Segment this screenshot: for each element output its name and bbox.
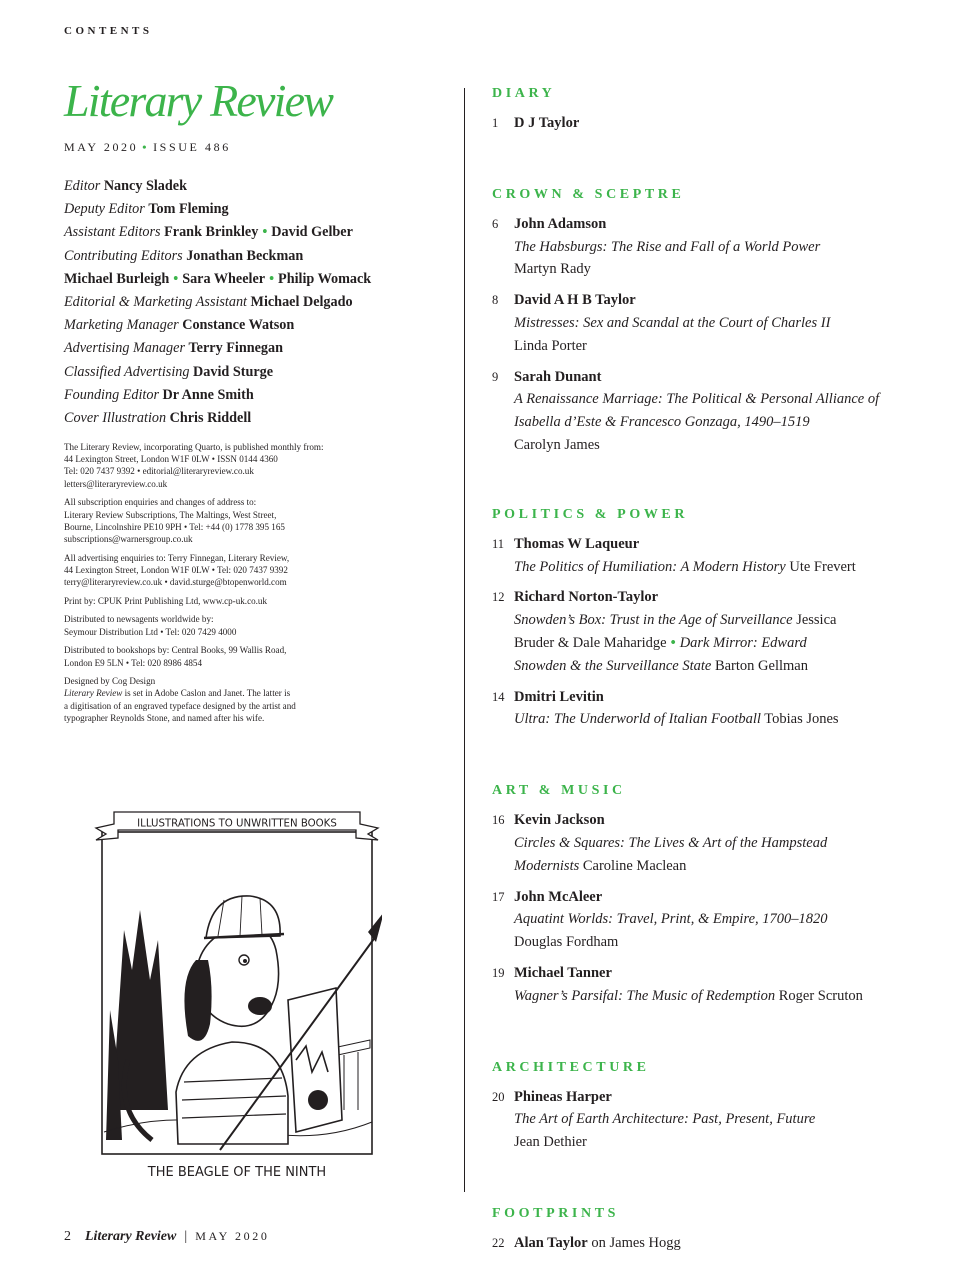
- running-head: CONTENTS: [64, 25, 153, 37]
- staff-name: Tom Fleming: [148, 201, 229, 218]
- entry-author: Michael Tanner: [514, 964, 612, 981]
- staff-name: Nancy Sladek: [103, 178, 187, 194]
- section-heading: CROWN & SCEPTRE: [492, 186, 685, 202]
- book-author: on James Hogg: [587, 1234, 681, 1251]
- book-author: Douglas Fordham: [514, 934, 619, 951]
- section-heading: POLITICS & POWER: [492, 506, 689, 522]
- design-credit: Designed by Cog Design: [64, 676, 156, 687]
- entry-page-number: 8: [492, 293, 499, 308]
- toc-entry: [492, 1232, 912, 1255]
- footer-separator: |: [184, 1229, 188, 1244]
- entry-author: John McAleer: [514, 888, 603, 905]
- bullet-icon: •: [269, 270, 275, 287]
- bullet-icon: •: [142, 140, 150, 154]
- fine-print-blocks: [64, 441, 384, 669]
- fine-print-line: subscriptions@warnersgroup.co.uk: [64, 533, 193, 544]
- section-heading: ARCHITECTURE: [492, 1059, 650, 1075]
- section-heading: DIARY: [492, 86, 556, 101]
- entry-page-number: 16: [492, 813, 505, 828]
- fine-print-line: Distributed to newsagents worldwide by:: [64, 614, 214, 625]
- staff-row: [64, 268, 444, 291]
- book-title: Dark Mirror: Edward: [679, 634, 807, 651]
- fine-print-line: The Literary Review, incorporating Quarto, is published monthly from:: [64, 442, 324, 452]
- staff-role: Deputy Editor: [64, 201, 145, 218]
- entry-page-number: 9: [492, 369, 499, 384]
- book-author: Bruder & Dale Maharidge: [514, 634, 667, 651]
- column-divider: [464, 88, 465, 1192]
- staff-name: Michael Burleigh: [64, 270, 170, 287]
- fine-print-block: [64, 644, 384, 668]
- footer-date: MAY 2020: [195, 1229, 270, 1243]
- fine-print-line: Bourne, Lincolnshire PE10 9PH • Tel: +44 (0) 1778 395 165: [64, 521, 285, 532]
- staff-name: Chris Riddell: [169, 410, 252, 427]
- toc-entry: [492, 289, 912, 357]
- staff-row: [64, 361, 444, 384]
- toc-entry: [492, 366, 912, 457]
- staff-role: Advertising Manager: [64, 340, 185, 357]
- book-author: Barton Gellman: [711, 657, 808, 674]
- toc-section: [492, 185, 912, 457]
- entry-author: Kevin Jackson: [514, 812, 605, 829]
- toc-entry: [492, 586, 912, 677]
- staff-name: Sara Wheeler: [182, 270, 266, 287]
- book-author: Caroline Maclean: [579, 857, 687, 874]
- fine-print-block: [64, 441, 384, 490]
- fine-print-block: [64, 496, 384, 545]
- cartoon-illustration: [92, 810, 382, 1188]
- staff-row: [64, 291, 444, 314]
- toc-entry: [492, 112, 912, 135]
- design-note: [64, 675, 384, 724]
- entry-page-number: 11: [492, 536, 505, 551]
- staff-name: Dr Anne Smith: [162, 386, 254, 403]
- staff-list: [64, 175, 444, 430]
- book-author: Martyn Rady: [514, 261, 591, 278]
- book-author: Linda Porter: [514, 337, 587, 354]
- book-title: Aquatint Worlds: Travel, Print, & Empire, 1700–1820: [514, 911, 828, 928]
- staff-role: Editorial & Marketing Assistant: [64, 294, 247, 311]
- toc-entry: [492, 809, 912, 877]
- staff-row: [64, 314, 444, 337]
- staff-name: Constance Watson: [182, 317, 295, 334]
- staff-role: Editor: [64, 178, 101, 194]
- bullet-icon: •: [670, 634, 676, 651]
- book-title: Snowden & the Surveillance State: [514, 657, 712, 674]
- book-title: Circles & Squares: The Lives & Art of the Hampstead: [514, 834, 828, 851]
- fine-print-line: All subscription enquiries and changes of address to:: [64, 497, 257, 508]
- book-title: Isabella d’Este & Francesco Gonzaga, 1490–1519: [514, 414, 810, 431]
- book-author: Jessica: [792, 612, 837, 629]
- fine-print-line: Literary Review Subscriptions, The Maltings, West Street,: [64, 509, 277, 520]
- entry-author: Sarah Dunant: [514, 368, 602, 385]
- book-title: Snowden’s Box: Trust in the Age of Surveillance: [514, 612, 793, 629]
- toc-section: [492, 84, 912, 135]
- design-note-line2: a digitisation of an engraved typeface designed by the artist and: [64, 700, 296, 711]
- book-author: Jean Dethier: [514, 1134, 587, 1151]
- entry-page-number: 14: [492, 689, 505, 704]
- toc-section: [492, 781, 912, 1007]
- cartoon-caption: THE BEAGLE OF THE NINTH: [147, 1165, 327, 1180]
- entry-author: Dmitri Levitin: [514, 688, 604, 705]
- staff-row: [64, 384, 444, 407]
- book-title: The Art of Earth Architecture: Past, Present, Future: [514, 1111, 816, 1128]
- entry-page-number: 6: [492, 216, 499, 231]
- book-title: Ultra: The Underworld of Italian Football: [514, 711, 761, 728]
- book-title: Mistresses: Sex and Scandal at the Court of Charles II: [514, 314, 831, 331]
- staff-role: Contributing Editors: [64, 247, 183, 264]
- page-number: 2: [64, 1229, 71, 1244]
- book-title: The Politics of Humiliation: A Modern History: [514, 558, 786, 575]
- entry-author: John Adamson: [514, 215, 607, 232]
- entry-page-number: 17: [492, 889, 505, 904]
- staff-role: Cover Illustration: [64, 410, 167, 427]
- fine-print-block: [64, 613, 384, 637]
- bullet-icon: •: [173, 270, 179, 287]
- staff-row: [64, 221, 444, 244]
- magazine-logo: Literary Review: [64, 75, 333, 126]
- book-author: Tobias Jones: [760, 711, 839, 728]
- design-note-line3: typographer Reynolds Stone, and named after his wife.: [64, 712, 265, 723]
- section-heading: ART & MUSIC: [492, 783, 626, 799]
- toc-entry: [492, 213, 912, 281]
- staff-name: David Gelber: [271, 224, 353, 241]
- staff-row: [64, 198, 444, 221]
- entry-author: Alan Taylor: [514, 1234, 588, 1251]
- staff-role: Marketing Manager: [64, 317, 179, 334]
- staff-role: Classified Advertising: [64, 363, 190, 380]
- fine-print-line: 44 Lexington Street, London W1F 0LW • Tel: 020 7437 9392: [64, 564, 288, 575]
- section-heading: FOOTPRINTS: [492, 1205, 620, 1221]
- toc-entry: [492, 886, 912, 954]
- staff-name: Terry Finnegan: [188, 340, 283, 357]
- staff-row: [64, 407, 444, 430]
- fine-print-block: [64, 595, 384, 607]
- book-title: A Renaissance Marriage: The Political & Personal Alliance of: [514, 391, 880, 408]
- fine-print-line: terry@literaryreview.co.uk • david.sturge@btopenworld.com: [64, 577, 287, 588]
- toc-entry: [492, 1086, 912, 1154]
- fine-print-line: Distributed to bookshops by: Central Books, 99 Wallis Road,: [64, 645, 287, 656]
- entry-author: Phineas Harper: [514, 1088, 612, 1105]
- entry-page-number: 19: [492, 965, 505, 980]
- design-mag-name: Literary Review: [64, 688, 123, 699]
- design-note-rest: is set in Adobe Caslon and Janet. The latter is: [122, 688, 291, 699]
- issue-line: [64, 140, 231, 155]
- toc-section: [492, 505, 912, 731]
- toc-section: [492, 1204, 912, 1255]
- staff-row: [64, 337, 444, 360]
- staff-name: David Sturge: [193, 363, 274, 380]
- cartoon-banner-text: ILLUSTRATIONS TO UNWRITTEN BOOKS: [137, 818, 337, 830]
- staff-name: Michael Delgado: [250, 294, 353, 311]
- entry-author: Richard Norton-Taylor: [514, 589, 659, 606]
- staff-role: Founding Editor: [64, 386, 159, 403]
- entry-page-number: 22: [492, 1235, 505, 1250]
- book-author: Roger Scruton: [775, 987, 863, 1004]
- staff-name: Frank Brinkley: [164, 224, 259, 241]
- fine-print-line: London E9 5LN • Tel: 020 8986 4854: [64, 657, 203, 668]
- fine-print: [64, 441, 384, 731]
- fine-print-line: Seymour Distribution Ltd • Tel: 020 7429 4000: [64, 626, 237, 637]
- toc-section: [492, 1058, 912, 1154]
- table-of-contents: [492, 84, 912, 1255]
- staff-name: Jonathan Beckman: [186, 247, 304, 264]
- staff-name: Philip Womack: [278, 270, 372, 287]
- fine-print-block: [64, 552, 384, 589]
- toc-entry: [492, 962, 912, 1008]
- fine-print-line: Print by: CPUK Print Publishing Ltd, www.cp-uk.co.uk: [64, 595, 268, 606]
- entry-page-number: 20: [492, 1089, 505, 1104]
- issue-month: MAY 2020: [64, 140, 139, 154]
- toc-entry: [492, 686, 912, 732]
- book-title: Wagner’s Parsifal: The Music of Redemption: [514, 987, 776, 1004]
- staff-row: [64, 245, 444, 268]
- entry-author: D J Taylor: [514, 115, 580, 131]
- page-footer: [64, 1229, 269, 1245]
- issue-number: ISSUE 486: [153, 140, 231, 154]
- fine-print-line: All advertising enquiries to: Terry Finnegan, Literary Review,: [64, 552, 290, 563]
- book-title: The Habsburgs: The Rise and Fall of a World Power: [514, 238, 821, 255]
- bullet-icon: •: [262, 224, 268, 241]
- staff-row: [64, 175, 444, 198]
- staff-role: Assistant Editors: [64, 224, 161, 241]
- footer-magazine-name: Literary Review: [85, 1229, 177, 1244]
- book-author: Ute Frevert: [785, 558, 856, 575]
- book-author: Carolyn James: [514, 436, 600, 453]
- entry-author: Thomas W Laqueur: [514, 535, 640, 552]
- entry-author: David A H B Taylor: [514, 292, 636, 309]
- fine-print-line: Tel: 020 7437 9392 • editorial@literaryreview.co.uk: [64, 466, 254, 477]
- entry-page-number: 12: [492, 590, 505, 605]
- toc-entry: [492, 533, 912, 579]
- entry-page-number: 1: [492, 116, 499, 130]
- fine-print-line: letters@literaryreview.co.uk: [64, 478, 168, 489]
- fine-print-line: 44 Lexington Street, London W1F 0LW • ISSN 0144 4360: [64, 454, 278, 465]
- book-title: Modernists: [514, 857, 580, 874]
